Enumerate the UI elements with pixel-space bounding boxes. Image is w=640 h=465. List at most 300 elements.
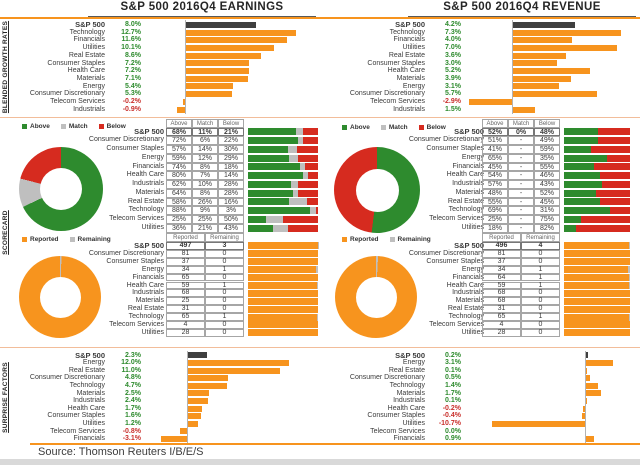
table-cell: - — [508, 189, 534, 198]
table-cell: 68 — [482, 297, 521, 305]
table-cell: 65 — [482, 313, 521, 321]
table-cell: 34 — [482, 266, 521, 274]
bar-segment — [308, 172, 318, 179]
bar-segment — [564, 163, 594, 170]
table-cell: 0 — [205, 305, 244, 313]
stacked-bar — [248, 181, 318, 188]
value-label: 0.1% — [445, 397, 461, 405]
value-label: 1.2% — [125, 419, 141, 427]
table-cell: 52% — [534, 189, 560, 198]
table-cell: 28 — [482, 329, 521, 337]
bar — [582, 413, 585, 419]
table-cell: 80% — [166, 171, 192, 180]
table-cell: 74% — [166, 163, 192, 172]
sector-label: Consumer Staples — [426, 257, 484, 265]
sector-label: Real Estate — [127, 305, 164, 313]
stacked-bar — [564, 207, 630, 214]
bar — [177, 107, 185, 113]
sector-label: Telecom Services — [429, 215, 484, 222]
table-cell: 0 — [205, 274, 244, 282]
reported-bar — [248, 274, 318, 281]
bar — [513, 60, 557, 66]
table-cell: 22% — [218, 136, 244, 145]
value-label: 5.4% — [125, 82, 141, 90]
sector-label: Telecom Services — [370, 427, 425, 435]
stacked-bar — [564, 181, 630, 188]
bar — [513, 53, 566, 59]
bar — [186, 22, 256, 28]
col-header-cell: Below — [534, 119, 560, 128]
sector-label: Technology — [128, 313, 164, 321]
bar-segment — [600, 172, 630, 179]
value-label: 7.0% — [445, 44, 461, 52]
table-cell: 29% — [218, 154, 244, 163]
stacked-bar — [564, 163, 630, 170]
bar — [188, 352, 207, 358]
bar-segment — [576, 225, 630, 232]
value-label: 4.7% — [125, 381, 141, 389]
bar-segment — [248, 314, 317, 321]
table-cell: 0 — [521, 258, 560, 266]
table-cell: 8% — [192, 163, 218, 172]
value-label: 5.2% — [445, 67, 461, 75]
table-cell: 41% — [482, 145, 508, 154]
stacked-bar — [248, 146, 318, 153]
sector-label: Technology — [128, 206, 164, 214]
table-cell: 45% — [534, 198, 560, 207]
table-cell: 1 — [521, 266, 560, 274]
table-cell: 28% — [218, 180, 244, 189]
bar — [586, 352, 588, 358]
reported-bar — [248, 306, 318, 313]
sector-label: Consumer Staples — [426, 145, 484, 152]
table-cell: 59% — [166, 154, 192, 163]
value-label: 0.0% — [445, 427, 461, 435]
table-cell: 30% — [218, 145, 244, 154]
bar — [586, 436, 594, 442]
sector-label: Industrials — [73, 397, 105, 405]
table-cell: 62% — [166, 180, 192, 189]
bar — [513, 22, 575, 28]
table-cell: 25 — [166, 297, 205, 305]
table-cell: 21% — [192, 224, 218, 233]
sector-label: Consumer Staples — [106, 257, 164, 265]
bar — [586, 360, 613, 366]
sector-label: Consumer Staples — [47, 412, 105, 420]
table-cell: 64 — [482, 274, 521, 282]
sector-label: Financials — [132, 162, 164, 170]
value-label: 4.2% — [445, 21, 461, 28]
value-label: 1.7% — [445, 389, 461, 397]
value-label: 3.9% — [445, 74, 461, 82]
reported-bar — [248, 258, 318, 265]
bar — [188, 368, 280, 374]
bar-segment — [273, 225, 288, 232]
bar-segment — [564, 172, 600, 179]
value-label: 1.5% — [445, 105, 461, 113]
table-cell: 81 — [166, 250, 205, 258]
table-cell: 43% — [218, 224, 244, 233]
table-cell: 11% — [192, 128, 218, 137]
bar — [186, 53, 261, 59]
bar — [513, 83, 559, 89]
bar-segment — [248, 181, 291, 188]
bar-segment — [289, 198, 307, 205]
bar-segment — [564, 274, 629, 281]
sector-label: S&P 500 — [75, 20, 105, 29]
sector-label: Real Estate — [447, 305, 484, 313]
sector-label: Consumer Discretionary — [408, 136, 484, 144]
bar-segment — [248, 163, 300, 170]
table-cell: 69% — [482, 206, 508, 215]
value-label: 0.5% — [445, 374, 461, 382]
value-label: 1.6% — [125, 412, 141, 420]
sector-label: Real Estate — [388, 51, 425, 59]
value-label: -0.2% — [122, 98, 141, 105]
stacked-bar — [248, 137, 318, 144]
table-cell: 9% — [192, 206, 218, 215]
bar-segment — [564, 290, 630, 297]
table-cell: 72% — [166, 136, 192, 145]
sector-label: Health Care — [446, 171, 484, 179]
value-label: 5.3% — [125, 90, 141, 98]
table-cell: - — [508, 154, 534, 163]
stacked-bar — [564, 216, 630, 223]
sector-label: Energy — [82, 82, 105, 90]
sector-label: Telecom Services — [50, 98, 105, 105]
table-cell: 75% — [534, 215, 560, 224]
bar-segment — [610, 207, 630, 214]
section-label-surprise-factors: SURPRISE FACTORS — [2, 362, 9, 433]
bar-segment — [291, 181, 298, 188]
sector-label: Utilities — [461, 328, 484, 336]
sector-label: Materials — [396, 74, 425, 82]
sector-label: Energy — [141, 153, 164, 161]
value-label: 2.3% — [125, 351, 141, 359]
table-cell: - — [508, 180, 534, 189]
bar-segment — [607, 155, 630, 162]
col-header-cell: Match — [508, 119, 534, 128]
sector-label: Health Care — [446, 281, 484, 289]
bar-segment — [248, 216, 266, 223]
bar-segment — [564, 190, 596, 197]
bar-segment — [598, 128, 630, 135]
stacked-bar — [564, 190, 630, 197]
table-cell: 49% — [534, 136, 560, 145]
sector-label: Energy — [141, 265, 164, 273]
bar — [513, 30, 621, 36]
value-label: 7.2% — [125, 59, 141, 67]
sector-label: Utilities — [82, 419, 105, 427]
table-cell: 55% — [482, 198, 508, 207]
table-cell: 57% — [166, 145, 192, 154]
table-cell: 50% — [218, 215, 244, 224]
sector-label: Telecom Services — [109, 215, 164, 222]
sector-label: Industrials — [132, 289, 164, 297]
sector-label: S&P 500 — [395, 20, 425, 29]
sector-label: Industrials — [452, 180, 484, 187]
reported-bar — [248, 321, 318, 328]
sector-label: Consumer Discretionary — [29, 90, 105, 98]
bar-segment — [629, 314, 630, 321]
reported-bar — [564, 314, 630, 321]
table-cell: 0 — [205, 258, 244, 266]
legend-label: Match — [68, 123, 88, 130]
bar-segment — [564, 250, 630, 257]
reported-bar — [248, 298, 318, 305]
value-label: 8.6% — [125, 51, 141, 59]
bar-segment — [248, 250, 318, 257]
table-cell: 52% — [482, 128, 508, 137]
bar — [513, 91, 597, 97]
sector-label: S&P 500 — [134, 241, 164, 250]
sector-label: S&P 500 — [75, 350, 105, 360]
sector-label: Real Estate — [127, 197, 164, 205]
sector-label: Real Estate — [68, 51, 105, 59]
bar-segment — [317, 282, 318, 289]
table-cell: 0 — [521, 321, 560, 329]
bar-segment — [564, 282, 629, 289]
reported-bar — [248, 266, 318, 273]
sector-label: Consumer Staples — [47, 59, 105, 67]
value-label: 10.1% — [121, 44, 141, 52]
table-cell: 25% — [166, 215, 192, 224]
bar-segment — [564, 128, 598, 135]
bar-segment — [564, 314, 629, 321]
bar — [188, 406, 202, 412]
bar — [513, 37, 572, 43]
table-cell: 3 — [205, 242, 244, 250]
reported-bar — [564, 242, 630, 249]
sector-label: Consumer Discretionary — [88, 249, 164, 257]
table-cell: 26% — [192, 198, 218, 207]
table-cell: 497 — [166, 242, 205, 250]
bar — [188, 383, 227, 389]
bar — [188, 360, 289, 366]
reported-bar — [564, 282, 630, 289]
value-label: 12.7% — [121, 28, 141, 36]
section-label-scorecard: SCORECARD — [2, 210, 9, 255]
value-label: -0.9% — [122, 105, 141, 113]
reported-bar — [564, 274, 630, 281]
sector-label: Consumer Discretionary — [29, 374, 105, 382]
sector-label: Consumer Discretionary — [349, 90, 425, 98]
table-cell: 1 — [205, 282, 244, 290]
stacked-bar — [248, 225, 318, 232]
bar-segment — [564, 146, 591, 153]
bar — [586, 375, 590, 381]
table-cell: 59 — [166, 282, 205, 290]
sector-label: Industrials — [452, 289, 484, 297]
bar-segment — [248, 155, 289, 162]
value-label: 1.4% — [445, 381, 461, 389]
bar — [183, 99, 185, 105]
bar — [186, 91, 232, 97]
table-cell: 4 — [166, 321, 205, 329]
bar-segment — [298, 181, 318, 188]
reported-bar — [248, 282, 318, 289]
bar-segment — [248, 198, 289, 205]
table-cell: 68% — [166, 128, 192, 137]
table-cell: 1 — [521, 274, 560, 282]
value-label: 2.4% — [125, 397, 141, 405]
table-cell: - — [508, 224, 534, 233]
table-cell: 12% — [192, 154, 218, 163]
sector-label: Telecom Services — [370, 98, 425, 105]
bar — [186, 60, 249, 66]
bar-segment — [317, 314, 318, 321]
value-label: 3.0% — [445, 59, 461, 67]
sector-label: Materials — [396, 389, 425, 397]
value-label: 7.1% — [125, 74, 141, 82]
bar — [188, 398, 208, 404]
bar — [186, 76, 248, 82]
revenue-header: S&P 500 2016Q4 REVENUE — [408, 1, 636, 18]
value-label: 4.0% — [445, 36, 461, 44]
sector-label: S&P 500 — [454, 126, 484, 136]
bar-segment — [248, 306, 318, 313]
reported-bar — [564, 266, 630, 273]
table-cell: 37 — [166, 258, 205, 266]
bar-segment — [248, 329, 318, 336]
table-cell: 88% — [166, 206, 192, 215]
table-cell: 54% — [482, 171, 508, 180]
value-label: -2.9% — [442, 98, 461, 105]
bar-segment — [248, 172, 303, 179]
value-label: 7.2% — [125, 67, 141, 75]
bar — [469, 99, 512, 105]
sector-label: Utilities — [141, 223, 164, 231]
bar-segment — [297, 146, 318, 153]
bar-segment — [316, 266, 318, 273]
stacked-bar — [564, 146, 630, 153]
table-cell: 59% — [534, 145, 560, 154]
table-cell: 34 — [166, 266, 205, 274]
reported-bar — [564, 329, 630, 336]
table-cell: 1 — [205, 266, 244, 274]
table-cell: 0 — [521, 250, 560, 258]
table-cell: 65 — [166, 313, 205, 321]
table-cell: 43% — [534, 180, 560, 189]
sector-label: Financials — [73, 435, 105, 443]
table-cell: - — [508, 215, 534, 224]
bar-segment — [564, 137, 598, 144]
sector-label: Financials — [132, 273, 164, 281]
sector-label: S&P 500 — [395, 350, 425, 360]
table-cell: 6% — [192, 136, 218, 145]
table-cell: - — [508, 163, 534, 172]
bar-segment — [564, 306, 630, 313]
table-cell: 28% — [218, 189, 244, 198]
sector-label: Utilities — [141, 328, 164, 336]
bar-segment — [564, 321, 630, 328]
table-cell: 0% — [508, 128, 534, 137]
table-cell: 57% — [482, 180, 508, 189]
bar-segment — [629, 282, 630, 289]
stacked-bar — [564, 225, 630, 232]
table-cell: 68 — [166, 289, 205, 297]
value-label: 3.1% — [445, 359, 461, 367]
stacked-bar — [248, 207, 318, 214]
table-cell: 65 — [166, 274, 205, 282]
bar-segment — [288, 225, 318, 232]
legend-label: Below — [106, 123, 126, 130]
bar-segment — [564, 266, 628, 273]
sector-label: Technology — [448, 206, 484, 214]
value-label: 3.6% — [445, 51, 461, 59]
table-cell: 0 — [205, 250, 244, 258]
bar-segment — [564, 216, 581, 223]
value-label: -0.4% — [442, 412, 461, 420]
table-cell: 37 — [482, 258, 521, 266]
sector-label: Industrials — [393, 105, 425, 113]
bar-segment — [248, 137, 298, 144]
section-label-blended-growth-rates: BLENDED GROWTH RATES — [2, 20, 9, 114]
sector-label: S&P 500 — [134, 126, 164, 136]
bar-segment — [248, 146, 288, 153]
table-cell: 21% — [218, 128, 244, 137]
sector-label: Technology — [69, 28, 105, 36]
value-label: 0.9% — [445, 435, 461, 443]
sector-label: Technology — [69, 381, 105, 389]
bar-segment — [564, 225, 576, 232]
bar-segment — [266, 216, 284, 223]
stacked-bar — [248, 216, 318, 223]
bar-segment — [289, 155, 297, 162]
stacked-bar — [564, 155, 630, 162]
table-cell: 1 — [521, 282, 560, 290]
sector-label: Technology — [389, 381, 425, 389]
sector-label: Consumer Discretionary — [88, 136, 164, 144]
value-label: 11.6% — [121, 36, 141, 44]
reported-bar — [248, 329, 318, 336]
table-cell: 1 — [205, 313, 244, 321]
legend-label: Above — [350, 124, 370, 131]
bar — [188, 413, 201, 419]
table-cell: 31% — [534, 206, 560, 215]
sector-label: Energy — [402, 82, 425, 90]
reported-bar — [564, 306, 630, 313]
bar-segment — [596, 190, 630, 197]
table-cell: 4 — [521, 242, 560, 250]
bar — [188, 421, 198, 427]
table-cell: 0 — [521, 297, 560, 305]
table-cell: 25% — [482, 215, 508, 224]
table-cell: 0 — [205, 321, 244, 329]
table-cell: - — [508, 171, 534, 180]
legend-label: Match — [388, 124, 408, 131]
value-label: -0.2% — [442, 404, 461, 412]
table-cell: 51% — [482, 136, 508, 145]
bar-segment — [283, 216, 318, 223]
stacked-bar — [564, 128, 630, 135]
bar — [186, 68, 249, 74]
bar — [161, 436, 187, 442]
bar-segment — [628, 266, 630, 273]
bar-segment — [307, 198, 318, 205]
col-header-cell: Reported — [482, 233, 521, 242]
bar-segment — [564, 198, 600, 205]
table-cell: 64% — [166, 189, 192, 198]
reported-bar — [248, 290, 318, 297]
bar — [186, 37, 287, 43]
col-header-cell: Reported — [166, 233, 205, 242]
bar-segment — [248, 298, 318, 305]
table-cell: 496 — [482, 242, 521, 250]
bar — [492, 421, 585, 427]
table-cell: 28 — [166, 329, 205, 337]
bar-segment — [316, 207, 318, 214]
